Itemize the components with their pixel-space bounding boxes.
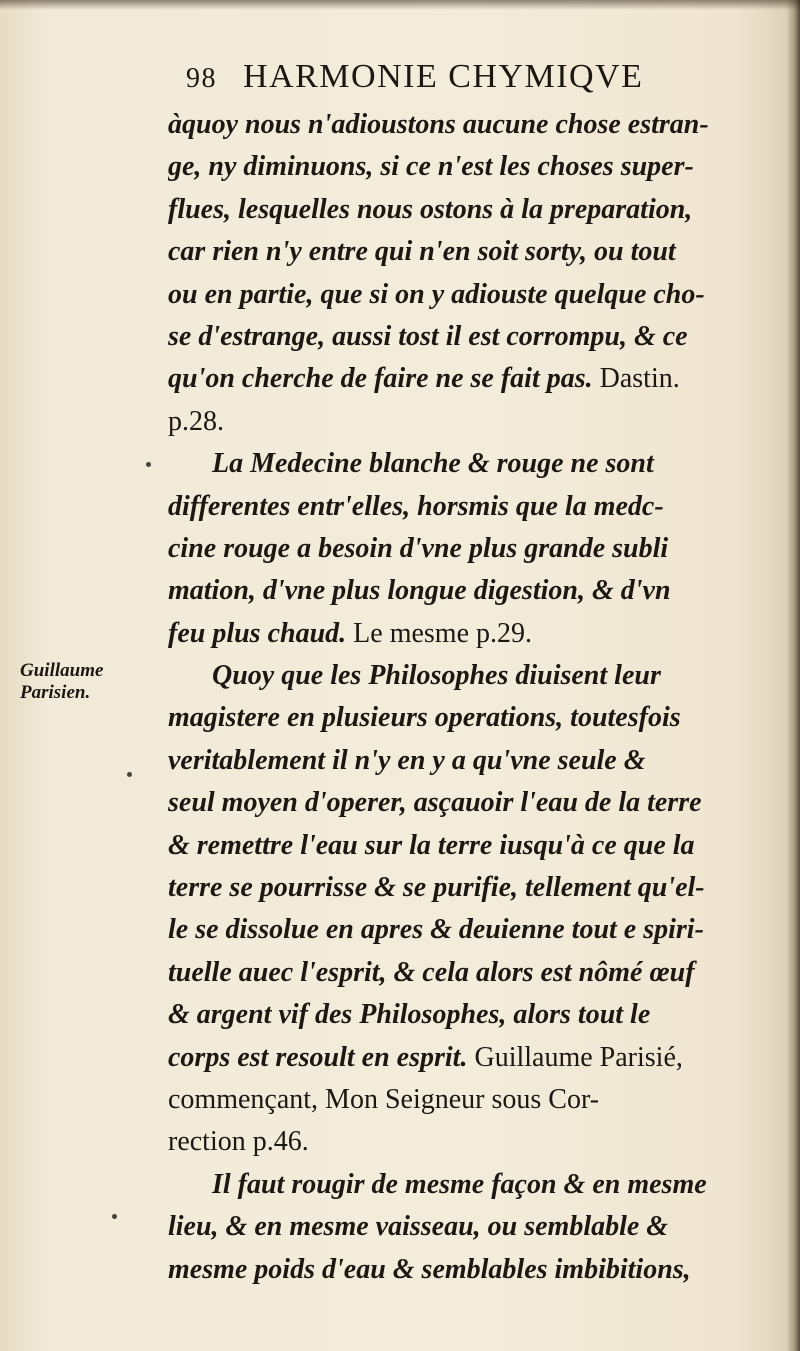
- text-line: lieu, & en mesme vaisseau, ou semblable &: [168, 1211, 669, 1243]
- text-line: veritablement il n'y en y a qu'vne seule &: [168, 744, 646, 776]
- text-line: & remettre l'eau sur la terre iusqu'à ce que la: [168, 829, 695, 861]
- text-line: ge, ny diminuons, si ce n'est les choses super-: [168, 151, 694, 183]
- text-line: & argent vif des Philosophes, alors tout le: [168, 999, 651, 1031]
- body-text: [168, 104, 792, 1291]
- text-line: rection p.46.: [168, 1126, 309, 1158]
- text-line: commençant, Mon Seigneur sous Cor-: [168, 1083, 600, 1115]
- text-line: flues, lesquelles nous ostons à la preparation,: [168, 193, 693, 225]
- ink-speck: [127, 772, 132, 777]
- running-header: [186, 58, 746, 102]
- text-line: differentes entr'elles, horsmis que la medc-: [168, 490, 664, 522]
- page-top-shadow: [0, 0, 800, 10]
- margin-note-line: Guillaume: [20, 660, 104, 681]
- paragraph-start-line: Quoy que les Philosophes diuisent leur: [212, 660, 661, 692]
- running-title: HARMONIE CHYMIQVE: [243, 58, 644, 95]
- text-line: corps est resoult en esprit. Guillaume Parisié,: [168, 1041, 683, 1073]
- text-line: mesme poids d'eau & semblables imbibitions,: [168, 1253, 691, 1285]
- text-line: ou en partie, que si on y adiouste quelque cho-: [168, 278, 705, 310]
- text-line: qu'on cherche de faire ne se fait pas. Dastin.: [168, 363, 680, 395]
- page-number: 98: [186, 63, 217, 94]
- text-line: feu plus chaud. Le mesme p.29.: [168, 617, 532, 649]
- text-line: tuelle auec l'esprit, & cela alors est nômé œuf: [168, 956, 695, 988]
- text-line: seul moyen d'operer, asçauoir l'eau de la terre: [168, 787, 702, 819]
- text-line: mation, d'vne plus longue digestion, & d'vn: [168, 575, 671, 607]
- ink-speck: [112, 1214, 117, 1219]
- text-line: cine rouge a besoin d'vne plus grande subli: [168, 532, 669, 564]
- text-line: car rien n'y entre qui n'en soit sorty, ou tout: [168, 236, 676, 268]
- margin-note-line: Parisien.: [20, 682, 91, 703]
- text-line: se d'estrange, aussi tost il est corrompu, & ce: [168, 320, 688, 352]
- text-line: p.28.: [168, 405, 224, 437]
- text-line: àquoy nous n'adioustons aucune chose estran-: [168, 109, 709, 140]
- paragraph-start-line: Il faut rougir de mesme façon & en mesme: [212, 1168, 707, 1200]
- margin-note: [20, 660, 160, 704]
- text-line: terre se pourrisse & se purifie, tellement qu'el-: [168, 872, 705, 904]
- ink-speck: [146, 462, 151, 467]
- text-line: magistere en plusieurs operations, toutesfois: [168, 702, 681, 734]
- paragraph-start-line: La Medecine blanche & rouge ne sont: [212, 448, 654, 480]
- text-line: le se dissolue en apres & deuienne tout e spiri-: [168, 914, 704, 946]
